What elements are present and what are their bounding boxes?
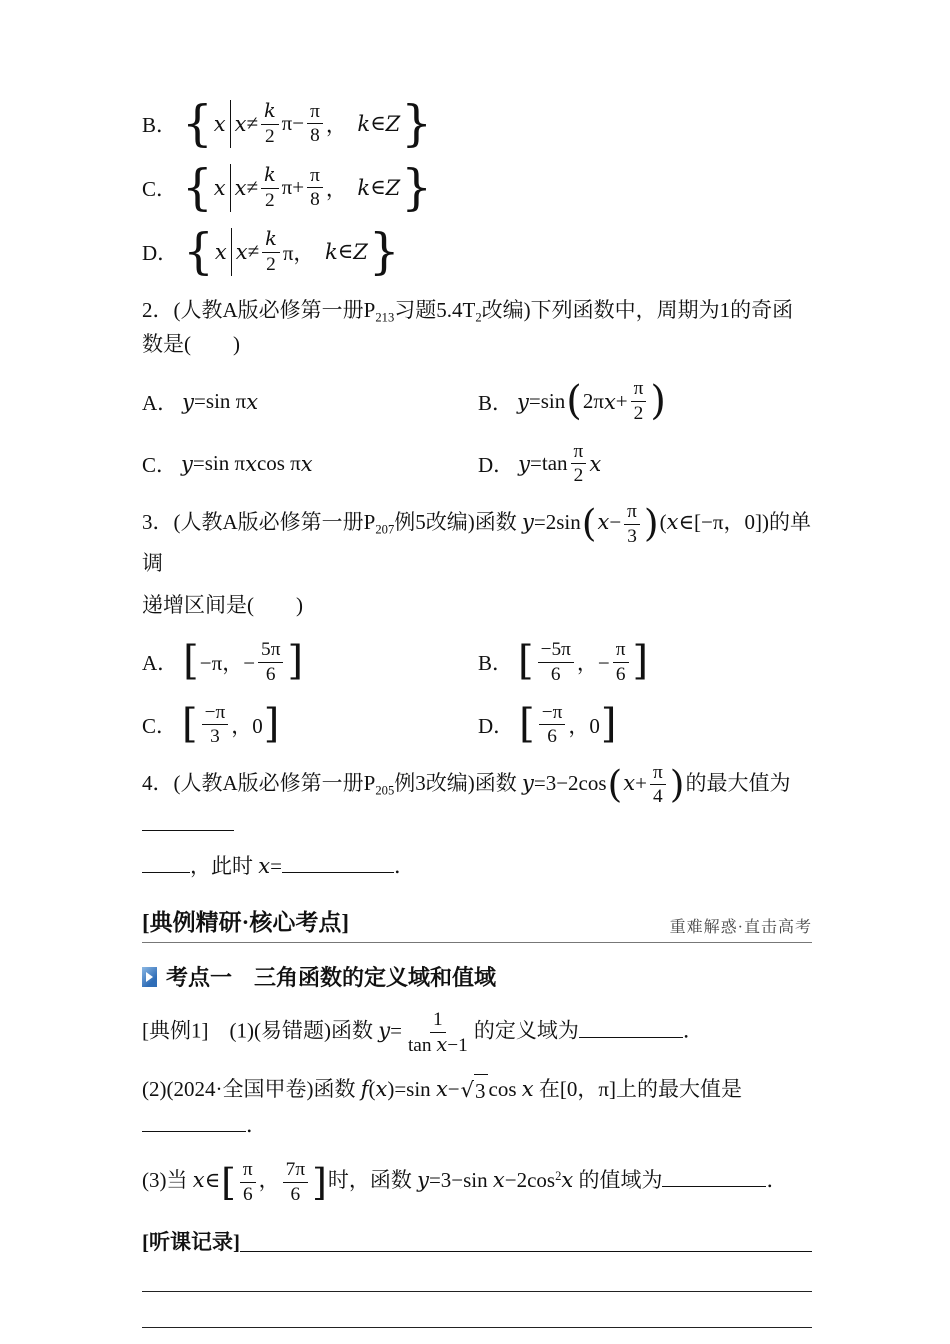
q1-option-d [142,224,812,280]
notes-blank-line [240,1231,812,1252]
q1-option-c-math: { x x ≠ $\frac{k}{2}$ π+ $\frac{\pi}{8}$ ， k ∈ Z } [182,159,432,216]
q2-option-b-math: y =sin ( 2π x + $\frac{\pi}{2}$ ) [517,377,666,425]
q2-answer-parens: ( ) [184,331,240,356]
q1-option-b [142,96,812,152]
q2-option-b-label: B． [478,390,514,415]
q3-option-d-label: D． [478,713,515,738]
ruled-line [142,1327,812,1328]
q2-option-d-math: y =tan $\frac{\pi}{2}$ x [518,440,602,487]
q2-stem [142,294,812,360]
topic-title: 考点一 三角函数的定义域和值域 [166,965,497,991]
q2-stem-math: 2．(人教A版必修第一册$P_{213}$习题$5.4T_2$改编)下列函数中，周期为1的奇函数是 [142,298,794,356]
q3-option-b-math: [ $\frac{-5\pi}{6}$ ，− $\frac{\pi}{6}$ ] [518,638,649,685]
section-subtitle: 重难解惑·直击高考 [669,919,812,937]
q2-option-a-label: A． [142,390,179,415]
q1-option-b-label: B． [142,113,178,137]
q3-option-d-math: [ $\frac{-\pi}{6}$ ，0 ] [519,700,617,748]
q3-option-a-math: [ −π，− $\frac{5\pi}{6}$ ] [183,638,304,685]
play-marker-icon [142,967,157,987]
ruled-line [142,1291,812,1292]
q2-option-c-math: y =sin π x cos π x [181,451,313,476]
q3-options [142,639,812,748]
q3-option-c-math: [ $\frac{-\pi}{3}$ ，0 ] [182,700,280,748]
page-content [142,96,812,1344]
section-header [142,904,812,943]
q3-option-a-label: A． [142,651,179,676]
q1-option-c [142,160,812,216]
q2-option-c-label: C． [142,452,178,477]
q3-option-b-label: B． [478,651,514,676]
q2-option-d-label: D． [478,452,515,477]
q3-stem-line1: 3．(人教A版必修第一册$P_{207}$例5改编)函数 y=2sin(x− $\frac{\pi}{3}$ )(x∈[−π，0])的单调 [142,500,811,576]
q3-option-b [478,639,812,685]
q2-options [142,378,812,487]
q1-option-d-math: { x x ≠ $\frac{k}{2}$ π， k ∈ Z } [183,223,400,280]
notes-row [142,1226,812,1256]
q2-option-c [142,441,478,487]
q1-option-d-label: D． [142,241,179,265]
q4-line2: ，此时 x= ． [142,851,812,883]
example1-part2: (2)(2024·全国甲卷)函数 f(x)=sin x− √ 3 cos x 在[0，π]上的最大值是． [142,1073,812,1142]
q3-stem-line2: 递增区间是( ) [142,592,303,617]
q3-option-c-label: C． [142,713,178,738]
q3-option-a [142,639,478,685]
q2-option-d [478,441,812,487]
example1-part3: (3)当 x∈[ $\frac{\pi}{6}$ ， $\frac{7\pi}{6}$ ]时，函数 y=3−sin $x-2\cos^2x$ 的值域为 ． [142,1159,788,1206]
q2-option-a [142,378,478,424]
q1-option-c-label: C． [142,177,178,201]
q1-option-b-math: { x x ≠ $\frac{k}{2}$ π− $\frac{\pi}{8}$ ， k ∈ Z } [182,95,432,152]
q3-option-d [478,702,812,748]
example1-part1: [典例1] (1)(易错题)函数 y= $\frac{1}{\text{tan x−1}}$ 的定义域为 ． [142,1009,704,1056]
q4-line1: 4．(人教A版必修第一册$P_{205}$例3改编)函数 y=3−2cos(x+ $\frac{\pi}{4}$ )的最大值为 [142,762,812,841]
section-title: [典例精研·核心考点] [142,910,349,936]
q3-option-c [142,702,478,748]
topic-heading [142,961,812,992]
notes-label: [听课记录] [142,1229,240,1254]
q2-option-a-math: y =sin π x [182,389,259,414]
q2-option-b [478,378,812,424]
